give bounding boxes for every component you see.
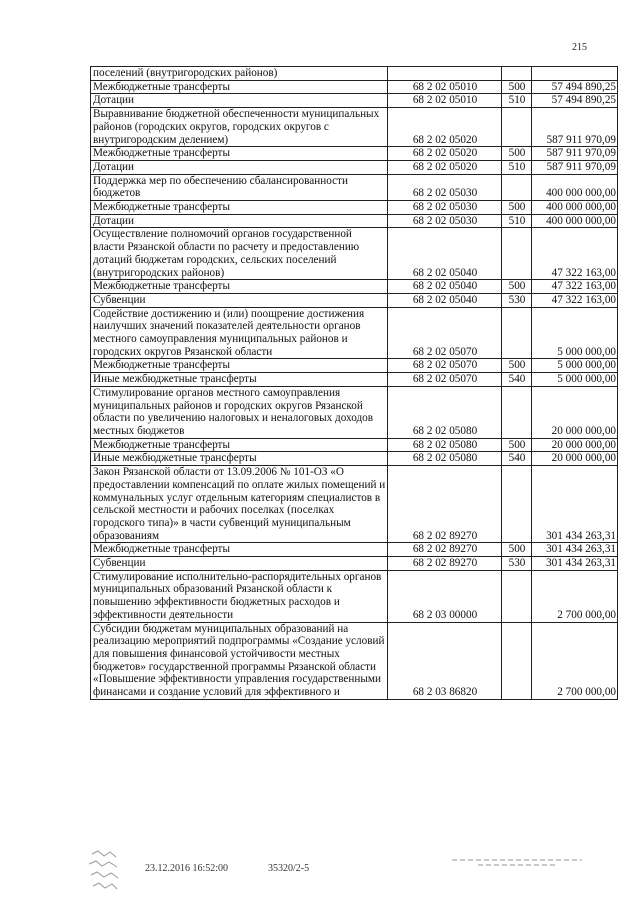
- row-name-cell: Иные межбюджетные трансферты: [91, 373, 388, 387]
- row-name-cell: Закон Рязанской области от 13.09.2006 № 101-ОЗ «О предоставлении компенсаций по оплате жилых помещений и коммунальных услуг отдельным категориям специалистов в сельской местности и рабочих поселках (поселках городского типа)» в части субвенций муниципальным образованиям: [91, 466, 388, 543]
- row-sum-cell: 400 000 000,00: [532, 201, 618, 215]
- row-name-cell: Межбюджетные трансферты: [91, 543, 388, 557]
- row-name-cell: Субвенции: [91, 293, 388, 307]
- table-row: [91, 147, 618, 161]
- row-name-cell: Межбюджетные трансферты: [91, 438, 388, 452]
- row-name-cell: Поддержка мер по обеспечению сбалансированности бюджетов: [91, 174, 388, 200]
- row-code-cell: 68 2 02 89270: [388, 557, 502, 571]
- row-sum-cell: 20 000 000,00: [532, 386, 618, 438]
- row-expense-type-cell: [502, 174, 532, 200]
- row-name-cell: Стимулирование исполнительно-распорядительных органов муниципальных образований Рязанской области к повышению эффективности бюджетных расходов и эффективности деятельности: [91, 570, 388, 622]
- row-expense-type-cell: [502, 570, 532, 622]
- row-code-cell: 68 2 02 05070: [388, 359, 502, 373]
- row-expense-type-cell: 500: [502, 201, 532, 215]
- row-code-cell: 68 2 02 05030: [388, 201, 502, 215]
- table-row: [91, 293, 618, 307]
- row-expense-type-cell: [502, 386, 532, 438]
- row-expense-type-cell: 510: [502, 160, 532, 174]
- row-expense-type-cell: 540: [502, 452, 532, 466]
- row-code-cell: 68 2 02 05010: [388, 80, 502, 94]
- row-code-cell: 68 2 02 05080: [388, 386, 502, 438]
- row-name-cell: Межбюджетные трансферты: [91, 359, 388, 373]
- table-row: [91, 201, 618, 215]
- table-row: [91, 373, 618, 387]
- row-expense-type-cell: 500: [502, 543, 532, 557]
- row-sum-cell: 5 000 000,00: [532, 359, 618, 373]
- table-row: [91, 543, 618, 557]
- table-row: [91, 622, 618, 699]
- table-row: [91, 214, 618, 228]
- table-row: [91, 438, 618, 452]
- row-name-cell: Осуществление полномочий органов государственной власти Рязанской области по расчету и предоставлению дотаций бюджетам городских, сельских поселений (внутригородских районов): [91, 228, 388, 280]
- table-row: [91, 466, 618, 543]
- row-name-cell: Субвенции: [91, 557, 388, 571]
- row-expense-type-cell: 500: [502, 438, 532, 452]
- row-expense-type-cell: [502, 67, 532, 81]
- row-code-cell: 68 2 02 05040: [388, 228, 502, 280]
- table-row: [91, 280, 618, 294]
- row-name-cell: поселений (внутригородских районов): [91, 67, 388, 81]
- footer-document-code: 35320/2-5: [268, 863, 310, 874]
- row-expense-type-cell: 510: [502, 214, 532, 228]
- row-sum-cell: 2 700 000,00: [532, 622, 618, 699]
- table-row: [91, 307, 618, 359]
- row-code-cell: 68 2 03 00000: [388, 570, 502, 622]
- row-sum-cell: 20 000 000,00: [532, 452, 618, 466]
- page-number: 215: [572, 42, 587, 53]
- row-sum-cell: 400 000 000,00: [532, 214, 618, 228]
- row-name-cell: Субсидии бюджетам муниципальных образований на реализацию мероприятий подпрограммы «Создание условий для повышения финансовой устойчивости местных бюджетов» государственной программы Рязанской области «Повышение эффективности управления государственными финансами и создание условий для эффективного и: [91, 622, 388, 699]
- row-expense-type-cell: 510: [502, 94, 532, 108]
- row-sum-cell: 47 322 163,00: [532, 293, 618, 307]
- row-name-cell: Дотации: [91, 160, 388, 174]
- table-row: [91, 67, 618, 81]
- row-sum-cell: 587 911 970,09: [532, 108, 618, 147]
- row-sum-cell: 400 000 000,00: [532, 174, 618, 200]
- budget-table: [90, 66, 618, 700]
- row-code-cell: 68 2 03 86820: [388, 622, 502, 699]
- row-sum-cell: 301 434 263,31: [532, 543, 618, 557]
- table-row: [91, 108, 618, 147]
- table-row: [91, 386, 618, 438]
- row-sum-cell: [532, 67, 618, 81]
- row-expense-type-cell: [502, 622, 532, 699]
- row-name-cell: Межбюджетные трансферты: [91, 280, 388, 294]
- row-expense-type-cell: [502, 108, 532, 147]
- row-sum-cell: 5 000 000,00: [532, 373, 618, 387]
- row-code-cell: 68 2 02 05080: [388, 438, 502, 452]
- row-code-cell: 68 2 02 05080: [388, 452, 502, 466]
- row-code-cell: 68 2 02 05020: [388, 108, 502, 147]
- row-name-cell: Межбюджетные трансферты: [91, 80, 388, 94]
- faint-footer-mark: [452, 856, 582, 880]
- registration-stamp-icon: [84, 848, 124, 894]
- row-code-cell: 68 2 02 05040: [388, 280, 502, 294]
- row-expense-type-cell: [502, 307, 532, 359]
- table-row: [91, 160, 618, 174]
- row-sum-cell: 587 911 970,09: [532, 160, 618, 174]
- row-name-cell: Выравнивание бюджетной обеспеченности муниципальных районов (городских округов, городских округов с внутригородским делением): [91, 108, 388, 147]
- row-expense-type-cell: 500: [502, 80, 532, 94]
- row-expense-type-cell: [502, 228, 532, 280]
- row-expense-type-cell: [502, 466, 532, 543]
- row-name-cell: Дотации: [91, 214, 388, 228]
- budget-table-container: [90, 66, 616, 700]
- row-code-cell: 68 2 02 05020: [388, 147, 502, 161]
- row-code-cell: 68 2 02 05070: [388, 307, 502, 359]
- row-name-cell: Иные межбюджетные трансферты: [91, 452, 388, 466]
- row-name-cell: Дотации: [91, 94, 388, 108]
- table-row: [91, 94, 618, 108]
- row-sum-cell: 301 434 263,31: [532, 466, 618, 543]
- row-sum-cell: 5 000 000,00: [532, 307, 618, 359]
- row-expense-type-cell: 540: [502, 373, 532, 387]
- row-code-cell: 68 2 02 05030: [388, 214, 502, 228]
- table-row: [91, 359, 618, 373]
- footer-date: 23.12.2016 16:52:00: [145, 863, 229, 874]
- row-code-cell: 68 2 02 05010: [388, 94, 502, 108]
- row-sum-cell: 47 322 163,00: [532, 280, 618, 294]
- row-sum-cell: 47 322 163,00: [532, 228, 618, 280]
- table-row: [91, 80, 618, 94]
- row-code-cell: [388, 67, 502, 81]
- row-expense-type-cell: 500: [502, 280, 532, 294]
- row-code-cell: 68 2 02 89270: [388, 466, 502, 543]
- row-code-cell: 68 2 02 89270: [388, 543, 502, 557]
- row-name-cell: Межбюджетные трансферты: [91, 201, 388, 215]
- row-sum-cell: 57 494 890,25: [532, 80, 618, 94]
- row-sum-cell: 57 494 890,25: [532, 94, 618, 108]
- row-name-cell: Межбюджетные трансферты: [91, 147, 388, 161]
- row-sum-cell: 301 434 263,31: [532, 557, 618, 571]
- row-expense-type-cell: 500: [502, 147, 532, 161]
- table-row: [91, 452, 618, 466]
- table-row: [91, 228, 618, 280]
- row-expense-type-cell: 530: [502, 557, 532, 571]
- row-code-cell: 68 2 02 05030: [388, 174, 502, 200]
- row-sum-cell: 587 911 970,09: [532, 147, 618, 161]
- table-row: [91, 557, 618, 571]
- row-expense-type-cell: 500: [502, 359, 532, 373]
- budget-table-body: [91, 67, 618, 700]
- row-code-cell: 68 2 02 05040: [388, 293, 502, 307]
- row-sum-cell: 2 700 000,00: [532, 570, 618, 622]
- row-expense-type-cell: 530: [502, 293, 532, 307]
- table-row: [91, 570, 618, 622]
- row-code-cell: 68 2 02 05070: [388, 373, 502, 387]
- row-name-cell: Содействие достижению и (или) поощрение достижения наилучших значений показателей деятельности органов местного самоуправления муниципальных районов и городских округов Рязанской области: [91, 307, 388, 359]
- row-name-cell: Стимулирование органов местного самоуправления муниципальных районов и городских округов Рязанской области по увеличению налоговых и неналоговых доходов местных бюджетов: [91, 386, 388, 438]
- table-row: [91, 174, 618, 200]
- row-code-cell: 68 2 02 05020: [388, 160, 502, 174]
- row-sum-cell: 20 000 000,00: [532, 438, 618, 452]
